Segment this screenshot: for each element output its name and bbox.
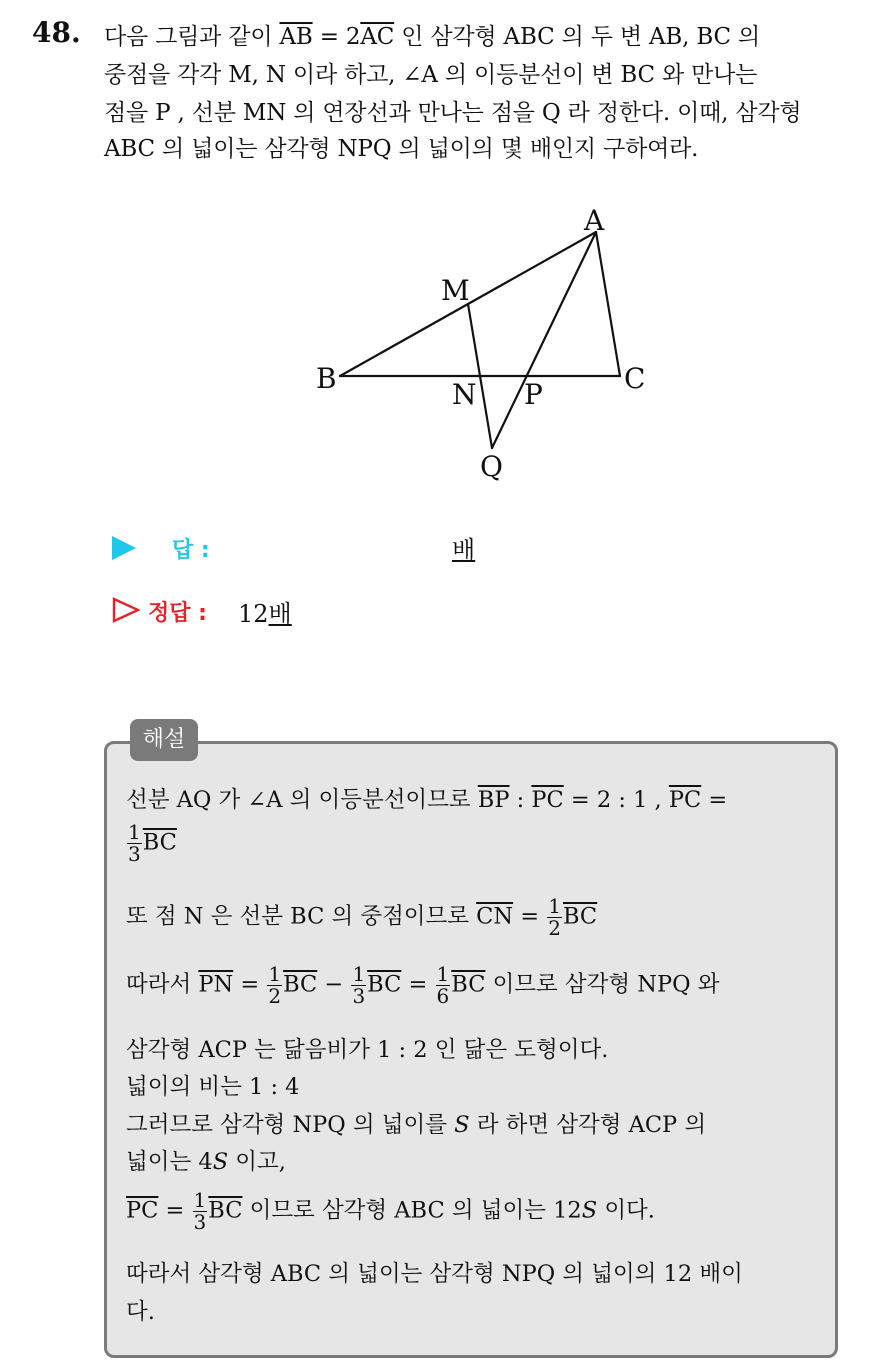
solution-text: = 2 : 1 , — [563, 787, 669, 813]
label-q: Q — [480, 450, 503, 483]
solution-text: : — [509, 787, 532, 813]
segment-bc: $\overline{BC}$ — [562, 903, 598, 930]
fraction-denominator: 2 — [548, 916, 561, 940]
solution-line-3 — [126, 896, 597, 939]
answer-input[interactable]: 배 — [452, 536, 476, 564]
answer-label: 답 : — [172, 538, 210, 563]
question-text: 다음 그림과 같이 — [104, 24, 280, 50]
solution-text: 따라서 — [126, 971, 199, 998]
solution-line-6: 넓이의 비는 1 : 4 — [126, 1074, 300, 1100]
fraction-numerator: 1 — [548, 894, 561, 918]
correct-label: 정답 : — [148, 601, 207, 626]
solution-text: 이므로 삼각형 ABC 의 넓이는 12 — [242, 1197, 582, 1224]
fraction-numerator: 1 — [128, 820, 141, 844]
fraction-denominator: 2 — [268, 984, 282, 1008]
solution-line-9 — [126, 1190, 655, 1233]
question-line-2: 중점을 각각 M, N 이라 하고, ∠A 의 이등분선이 변 BC 와 만나는 — [104, 62, 758, 88]
fraction-denominator: 3 — [352, 984, 366, 1008]
label-m: M — [441, 274, 470, 307]
correct-value — [238, 594, 292, 629]
answer-marker-icon — [112, 536, 136, 560]
solution-line-11: 다. — [126, 1299, 155, 1325]
label-p: P — [524, 378, 543, 411]
solution-text: 이다. — [597, 1197, 655, 1224]
fraction-one-half — [547, 896, 562, 939]
solution-text: 선분 AQ 가 ∠A 의 이등분선이므로 — [126, 787, 478, 813]
segment-aq — [492, 232, 596, 448]
correct-unit: 배 — [268, 600, 292, 628]
segment-bc: $\overline{BC}$ — [283, 971, 318, 998]
question-line-1 — [104, 18, 760, 51]
fraction-numerator: 1 — [436, 962, 450, 986]
solution-text: 넓이는 4 — [126, 1149, 213, 1175]
question-line-4: ABC 의 넓이는 삼각형 NPQ 의 넓이의 몇 배인지 구하여라. — [104, 136, 699, 162]
fraction-denominator: 3 — [193, 1210, 207, 1234]
fraction-numerator: 1 — [193, 1188, 207, 1212]
segment-pn: $\overline{PN}$ — [198, 971, 234, 998]
variable-s: S — [454, 1112, 470, 1138]
variable-s: S — [212, 1149, 229, 1175]
fraction-denominator: 3 — [128, 842, 141, 866]
solution-text: 그러므로 삼각형 NPQ 의 넓이를 — [126, 1112, 455, 1138]
fraction-numerator: 1 — [268, 962, 282, 986]
segment-bp: $\overline{BP}$ — [477, 787, 510, 813]
label-b: B — [316, 362, 337, 395]
segment-bc: $\overline{BC}$ — [451, 971, 486, 998]
question-line-3: 점을 P , 선분 MN 의 연장선과 만나는 점을 Q 라 정한다. 이때, 삼각형 — [104, 100, 802, 126]
fraction-one-third — [193, 1190, 208, 1233]
segment-pc: $\overline{PC}$ — [126, 1197, 159, 1224]
label-n: N — [452, 378, 477, 411]
segment-bc: $\overline{BC}$ — [208, 1197, 243, 1224]
fraction-one-third — [127, 822, 142, 865]
equals-two: = 2 — [312, 24, 361, 50]
triangle-figure — [0, 195, 884, 495]
segment-pc: $\overline{PC}$ — [668, 787, 702, 813]
solution-text: = — [158, 1197, 192, 1224]
solution-line-2 — [126, 822, 177, 865]
solution-line-1 — [126, 782, 727, 814]
variable-s: S — [581, 1197, 598, 1224]
solution-text: = — [513, 903, 547, 930]
solution-text: = — [701, 787, 728, 813]
fraction-one-third — [351, 964, 366, 1007]
fraction-one-sixth — [436, 964, 451, 1007]
segment-cn: $\overline{CN}$ — [476, 903, 514, 930]
minus-sign: − — [317, 971, 351, 998]
question-text: 인 삼각형 ABC 의 두 변 AB, BC 의 — [394, 24, 760, 50]
solution-line-4 — [126, 964, 719, 1007]
label-a: A — [584, 204, 605, 237]
segment-pc: $\overline{PC}$ — [531, 787, 564, 813]
solution-text: = — [233, 971, 267, 998]
solution-line-7 — [126, 1107, 706, 1139]
question-number: 48. — [32, 16, 81, 49]
fraction-one-half — [267, 964, 282, 1007]
solution-tag: 해설 — [130, 719, 198, 761]
label-c: C — [624, 362, 646, 395]
segment-bc: $\overline{BC}$ — [367, 971, 402, 998]
solution-line-8 — [126, 1144, 286, 1176]
solution-text: 이므로 삼각형 NPQ 와 — [485, 971, 720, 998]
solution-line-5: 삼각형 ACP 는 닮음비가 1 : 2 인 닮은 도형이다. — [126, 1037, 609, 1063]
fraction-numerator: 1 — [352, 962, 366, 986]
solution-text: 또 점 N 은 선분 BC 의 중점이므로 — [126, 903, 477, 930]
correct-marker-icon — [112, 597, 140, 623]
side-ac — [596, 232, 620, 376]
solution-text: = — [401, 971, 435, 998]
segment-bc: $\overline{BC}$ — [142, 829, 177, 856]
solution-text: 라 하면 삼각형 ACP 의 — [469, 1112, 707, 1138]
segment-ab: $\overline{AB}$ — [279, 24, 313, 50]
fraction-denominator: 6 — [436, 984, 450, 1008]
correct-number: 12 — [238, 600, 269, 628]
segment-ac: $\overline{AC}$ — [360, 24, 395, 50]
solution-text: 이고, — [228, 1149, 286, 1175]
solution-line-10: 따라서 삼각형 ABC 의 넓이는 삼각형 NPQ 의 넓이의 12 배이 — [126, 1261, 743, 1287]
